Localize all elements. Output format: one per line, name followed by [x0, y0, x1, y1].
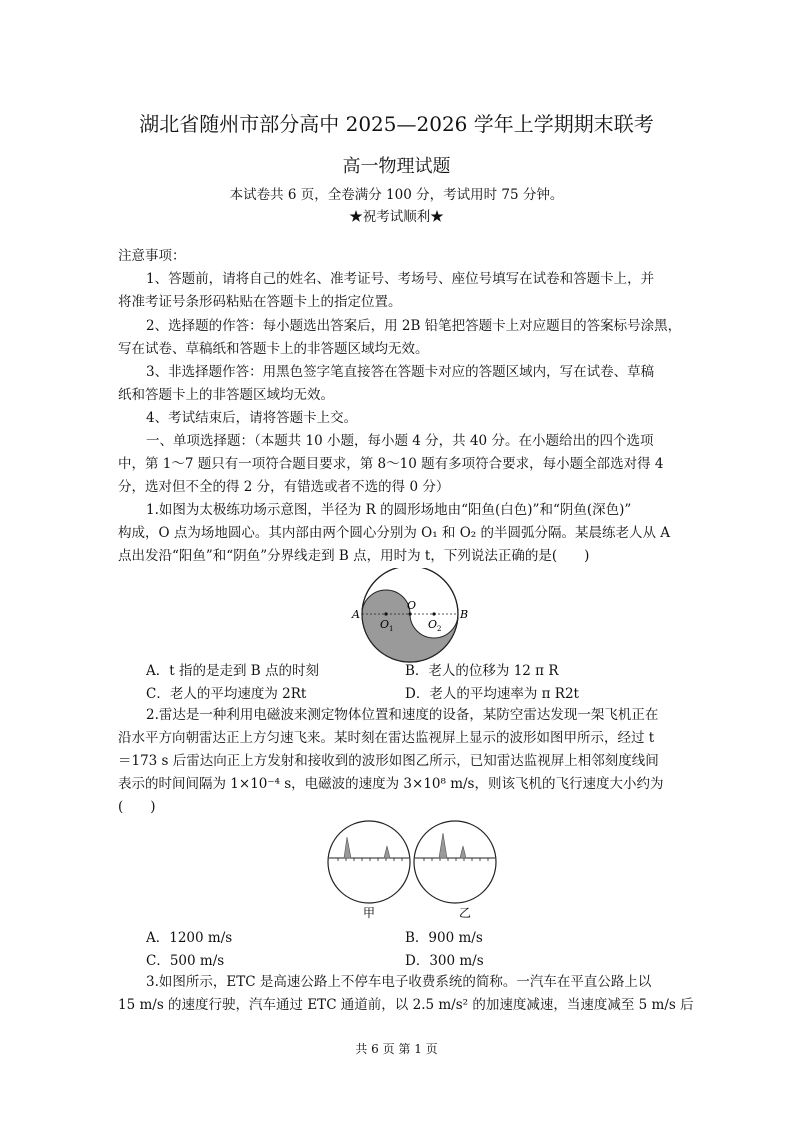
- q2-option-d[interactable]: D．300 m/s: [405, 953, 484, 969]
- notes-line: 3、非选择题作答：用黑色签字笔直接答在答题卡对应的答题区域内，写在试卷、草稿: [146, 364, 655, 380]
- taiji-diagram: [350, 568, 470, 664]
- question-2-text: 表示的时间间隔为 1×10⁻⁴ s，电磁波的速度为 3×10⁸ m/s，则该飞机的飞行速度大小约为: [118, 776, 664, 792]
- question-2-text: 2.雷达是一种利用电磁波来测定物体位置和速度的设备，某防空雷达发现一架飞机正在: [146, 707, 659, 723]
- notes-line: 1、答题前，请将自己的姓名、准考证号、考场号、座位号填写在试卷和答题卡上，并: [146, 271, 655, 287]
- question-2-text: 沿水平方向朝雷达正上方匀速飞来。某时刻在雷达监视屏上显示的波形如图甲所示，经过 t: [118, 730, 655, 746]
- page-footer: 共 6 页 第 1 页: [355, 1042, 438, 1056]
- notes-line: 2、选择题的作答：每小题选出答案后，用 2B 铅笔把答题卡上对应题目的答案标号涂黑，: [146, 318, 682, 334]
- notes-line: 纸和答题卡上的非答题区域均无效。: [118, 387, 334, 403]
- label-jia: 甲: [363, 906, 376, 920]
- q2-option-c[interactable]: C．500 m/s: [146, 953, 225, 969]
- notes-line: 将准考证号条形码粘贴在答题卡上的指定位置。: [118, 294, 402, 310]
- label-O2-sub: 2: [437, 625, 442, 633]
- question-3-text: 15 m/s 的速度行驶，汽车通过 ETC 通道前，以 2.5 m/s² 的加速度减速，当速度减至 5 m/s 后: [118, 997, 694, 1013]
- exam-wish: ★祝考试顺利★: [349, 209, 444, 225]
- q1-option-a[interactable]: A．t 指的是走到 B 点的时刻: [146, 663, 319, 679]
- question-2-text: ( ): [118, 799, 156, 815]
- page-subtitle: 高一物理试题: [342, 156, 451, 177]
- notes-line: 写在试卷、草稿纸和答题卡上的非答题区域均无效。: [118, 341, 429, 357]
- label-O: O: [407, 599, 417, 612]
- section-intro-line: 分，选对但不全的得 2 分，有错选或者不选的得 0 分）: [118, 479, 450, 495]
- label-O1-sub: 1: [389, 625, 394, 633]
- q2-option-b[interactable]: B．900 m/s: [405, 930, 483, 946]
- question-1-text: 点出发沿“阳鱼”和“阴鱼”分界线走到 B 点，用时为 t，下列说法正确的是( ): [118, 548, 590, 564]
- q2-option-a[interactable]: A．1200 m/s: [146, 930, 233, 946]
- label-yi: 乙: [459, 906, 472, 920]
- question-3-text: 3.如图所示，ETC 是高速公路上不停车电子收费系统的简称。一汽车在平直公路上以: [146, 974, 652, 990]
- question-2-text: ＝173 s 后雷达向正上方发射和接收到的波形如图乙所示，已知雷达监视屏上相邻刻度线间: [118, 753, 659, 769]
- label-A: A: [352, 608, 360, 621]
- section-intro-line: 中，第 1～7 题只有一项符合题目要求，第 8～10 题有多项符合要求，每小题全部选对得 4: [118, 456, 664, 472]
- section-intro-line: 一、单项选择题：（本题共 10 小题，每小题 4 分，共 40 分。在小题给出的四个选项: [146, 433, 654, 449]
- o2-point: [432, 612, 435, 615]
- exam-info: 本试卷共 6 页，全卷满分 100 分，考试用时 75 分钟。: [229, 187, 564, 203]
- label-O1: O: [380, 618, 390, 631]
- notes-line: 4、考试结束后，请将答题卡上交。: [146, 410, 358, 426]
- q1-option-b[interactable]: B．老人的位移为 12 π R: [405, 663, 559, 679]
- question-1-text: 构成，O 点为场地圆心。其内部由两个圆心分别为 O₁ 和 O₂ 的半圆弧分隔。某晨练老人从 A: [118, 525, 671, 541]
- page-title: 湖北省随州市部分高中 2025—2026 学年上学期期末联考: [139, 112, 654, 136]
- label-O2: O: [428, 618, 438, 631]
- q1-option-c[interactable]: C．老人的平均速度为 2Rt: [146, 686, 307, 702]
- o1-point: [384, 612, 387, 615]
- radar-screen-jia: [328, 821, 410, 903]
- radar-screen-yi: [414, 821, 496, 903]
- o-point: [408, 612, 411, 615]
- q1-option-d[interactable]: D．老人的平均速率为 π R2t: [405, 686, 579, 702]
- label-B: B: [460, 608, 469, 621]
- notes-heading: 注意事项：: [118, 248, 186, 264]
- radar-diagram: [326, 820, 504, 920]
- question-1-text: 1.如图为太极练功场示意图，半径为 R 的圆形场地由“阳鱼(白色)”和“阴鱼(深色)”: [146, 502, 632, 518]
